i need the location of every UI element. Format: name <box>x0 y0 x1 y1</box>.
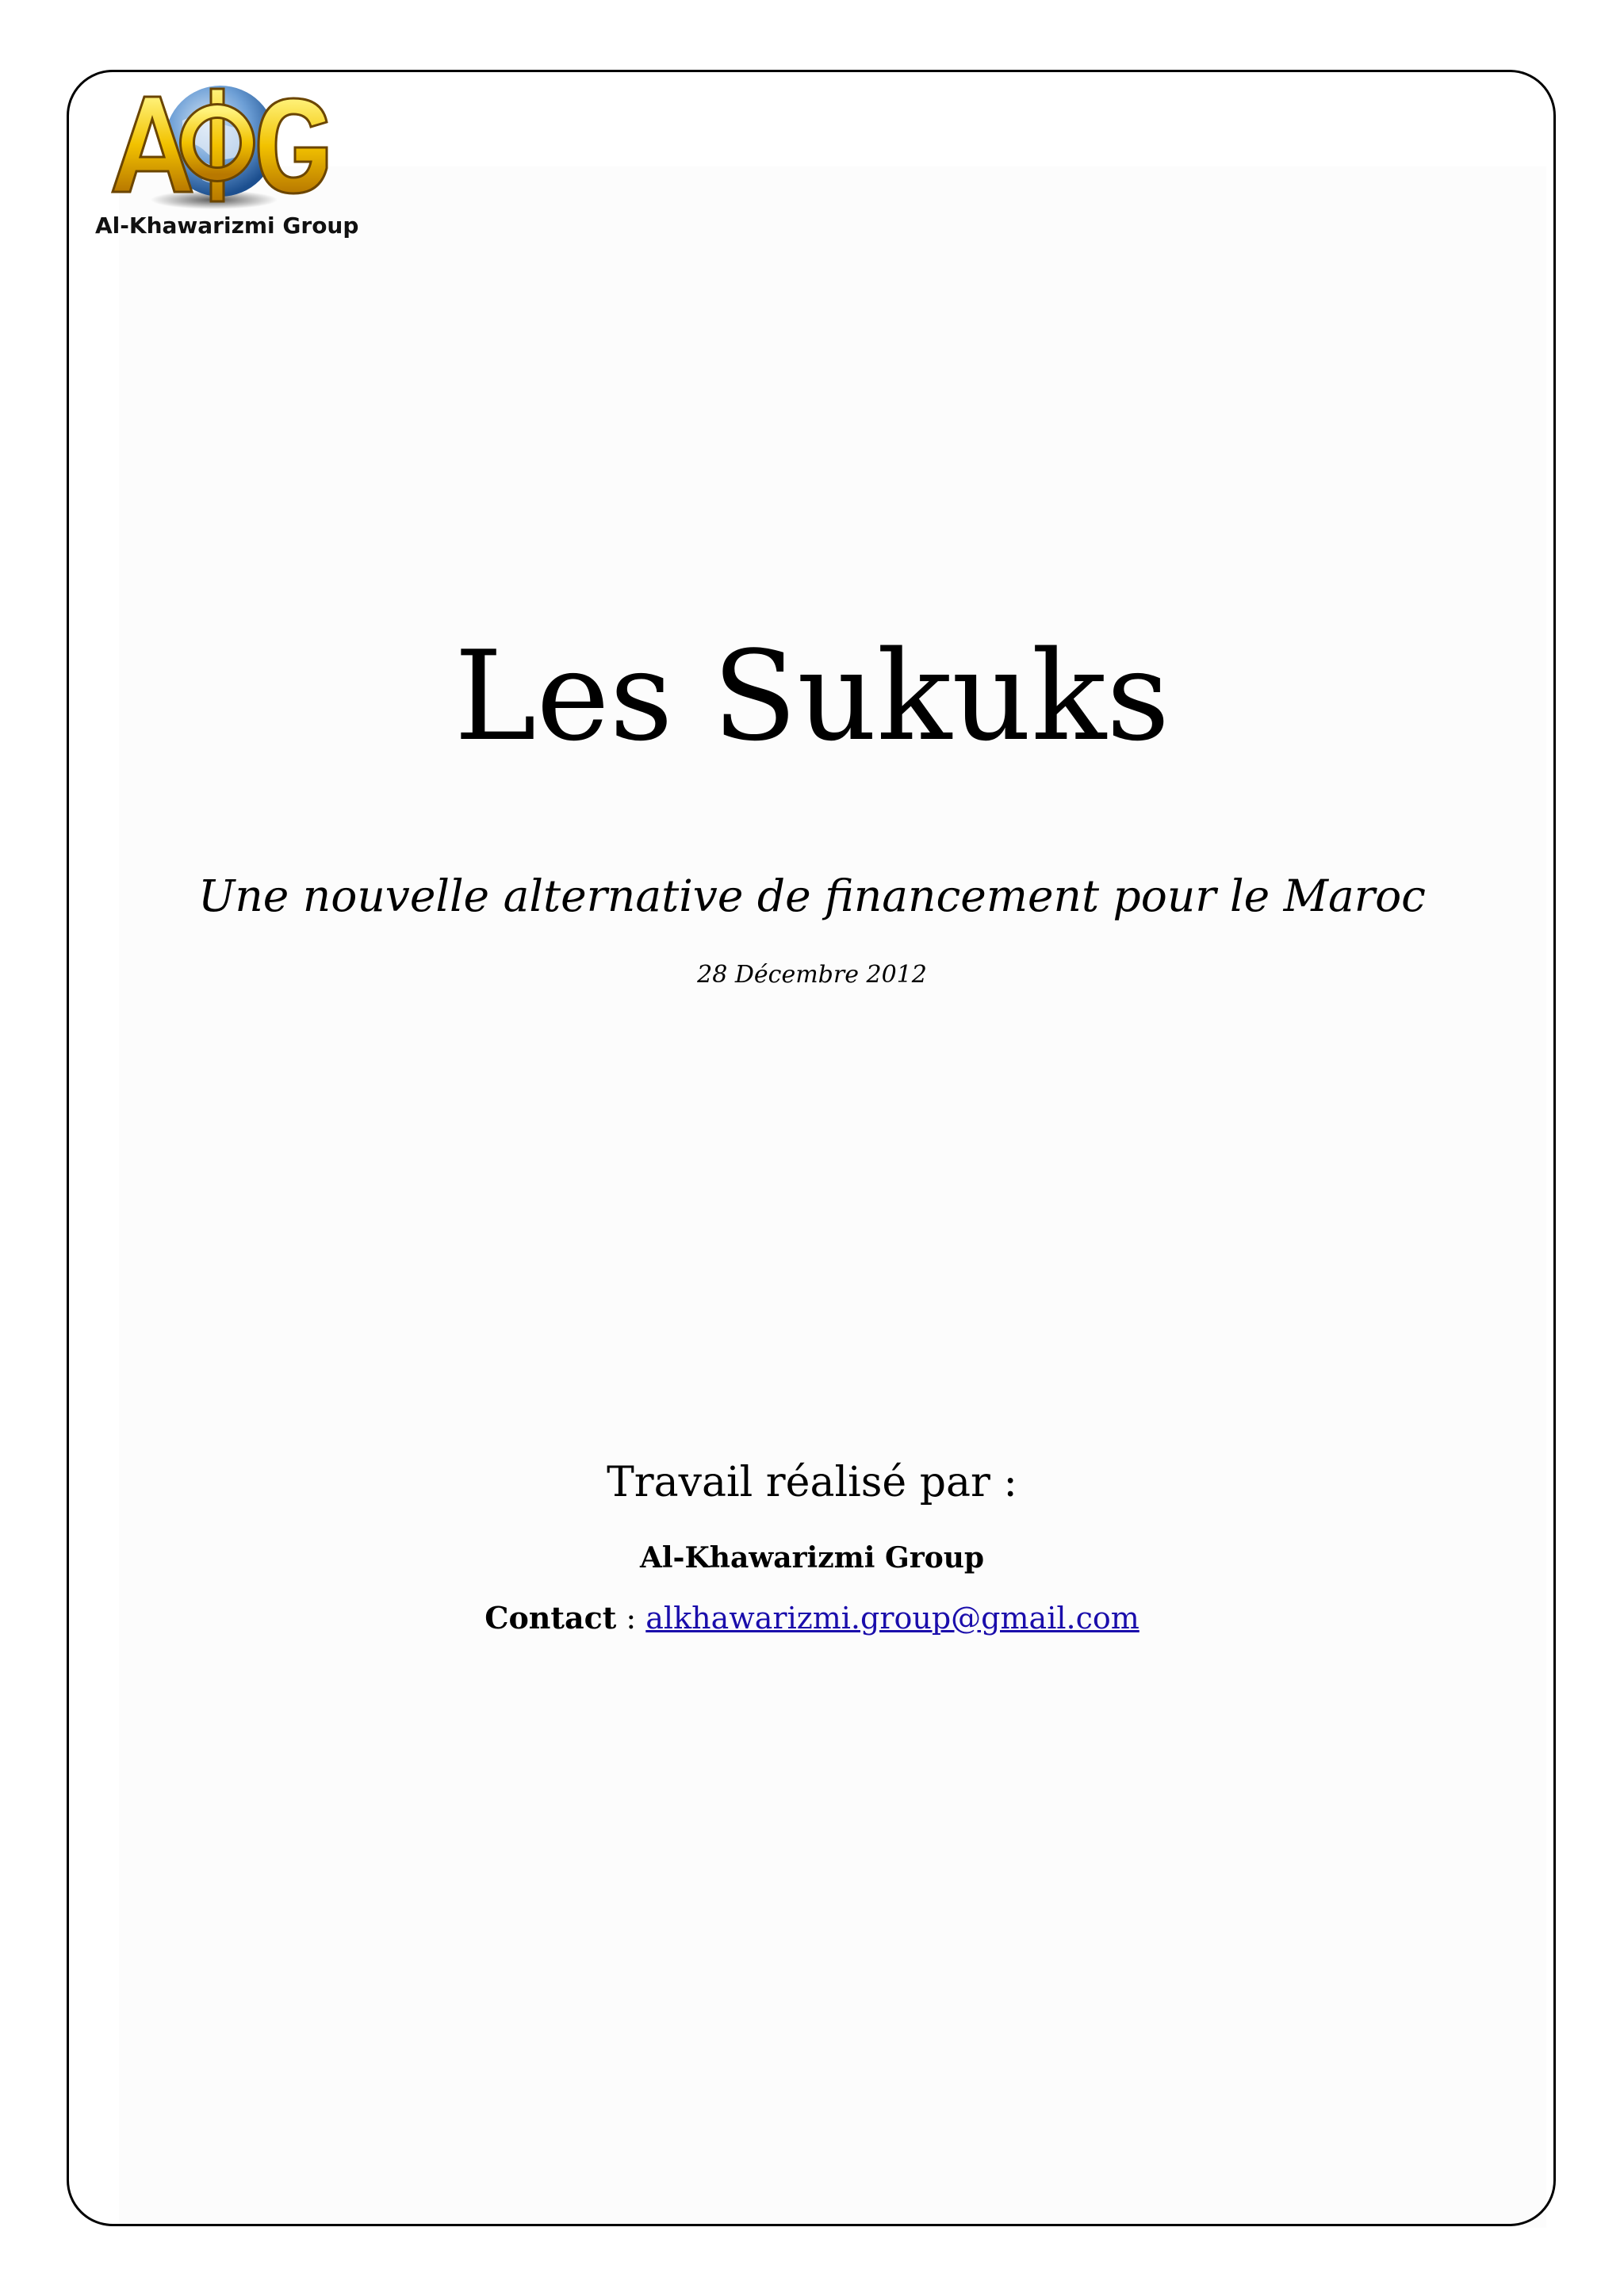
page-border-frame <box>67 70 1556 2226</box>
document-date: 28 Décembre 2012 <box>697 961 927 989</box>
logo-caption: Al-Khawarizmi Group <box>95 212 359 239</box>
credits-organization: Al-Khawarizmi Group <box>639 1541 985 1575</box>
contact-email-link[interactable]: alkhawarizmi.group@gmail.com <box>645 1601 1139 1636</box>
contact-separator: : <box>616 1601 646 1636</box>
document-title: Les Sukuks <box>454 624 1170 768</box>
document-subtitle: Une nouvelle alternative de financement pour le Maroc <box>197 871 1426 921</box>
group-logo <box>95 73 359 255</box>
contact-line <box>0 1600 1624 1636</box>
credits-heading: Travail réalisé par : <box>607 1459 1017 1506</box>
logo-emblem-icon <box>95 73 349 216</box>
contact-label: Contact <box>485 1600 617 1636</box>
